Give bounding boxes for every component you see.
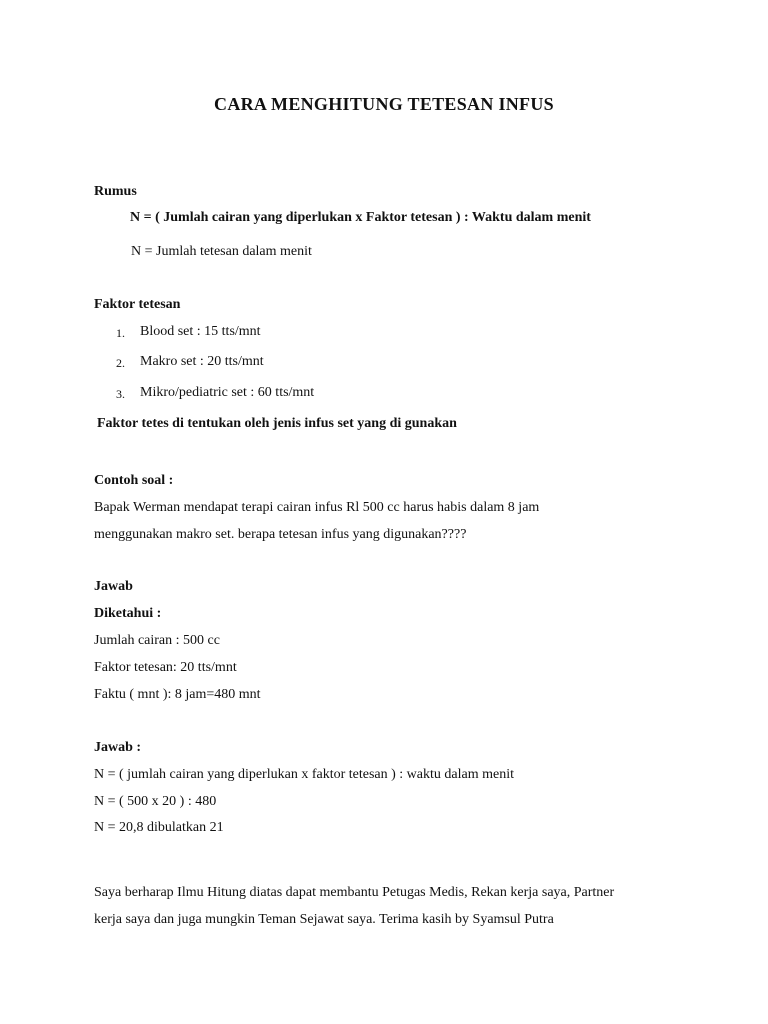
list-item: Blood set : 15 tts/mnt [140, 324, 261, 339]
diketahui-line: Faktor tetesan: 20 tts/mnt [94, 660, 237, 675]
rumus-definition: N = Jumlah tetesan dalam menit [131, 244, 312, 259]
rumus-formula: N = ( Jumlah cairan yang diperlukan x Faktor tetesan ) : Waktu dalam menit [130, 210, 591, 225]
closing-line-2: kerja saya dan juga mungkin Teman Sejawat saya. Terima kasih by Syamsul Putra [94, 912, 554, 927]
answer-line: N = 20,8 dibulatkan 21 [94, 820, 224, 835]
list-item-number: 3. [116, 387, 125, 401]
contoh-heading: Contoh soal : [94, 473, 174, 488]
rumus-heading: Rumus [94, 184, 137, 199]
contoh-line-2: menggunakan makro set. berapa tetesan infus yang digunakan???? [94, 527, 467, 542]
answer-line: N = ( jumlah cairan yang diperlukan x faktor tetesan ) : waktu dalam menit [94, 767, 514, 782]
faktor-heading: Faktor tetesan [94, 297, 181, 312]
list-item-number: 1. [116, 326, 125, 340]
list-item: Mikro/pediatric set : 60 tts/mnt [140, 385, 315, 400]
diketahui-line: Jumlah cairan : 500 cc [94, 633, 220, 648]
contoh-line-1: Bapak Werman mendapat terapi cairan infus Rl 500 cc harus habis dalam 8 jam [94, 500, 540, 515]
jawab-answer-heading: Jawab : [94, 740, 142, 755]
diketahui-line: Faktu ( mnt ): 8 jam=480 mnt [94, 687, 261, 702]
answer-line: N = ( 500 x 20 ) : 480 [94, 794, 217, 809]
list-item-number: 2. [116, 356, 125, 370]
faktor-note: Faktor tetes di tentukan oleh jenis infus set yang di gunakan [97, 416, 457, 431]
document-title: CARA MENGHITUNG TETESAN INFUS [214, 94, 554, 114]
list-item: Makro set : 20 tts/mnt [140, 354, 264, 369]
diketahui-heading: Diketahui : [94, 606, 162, 621]
closing-line-1: Saya berharap Ilmu Hitung diatas dapat membantu Petugas Medis, Rekan kerja saya, Partner [94, 885, 615, 900]
jawab-heading: Jawab [94, 579, 133, 594]
